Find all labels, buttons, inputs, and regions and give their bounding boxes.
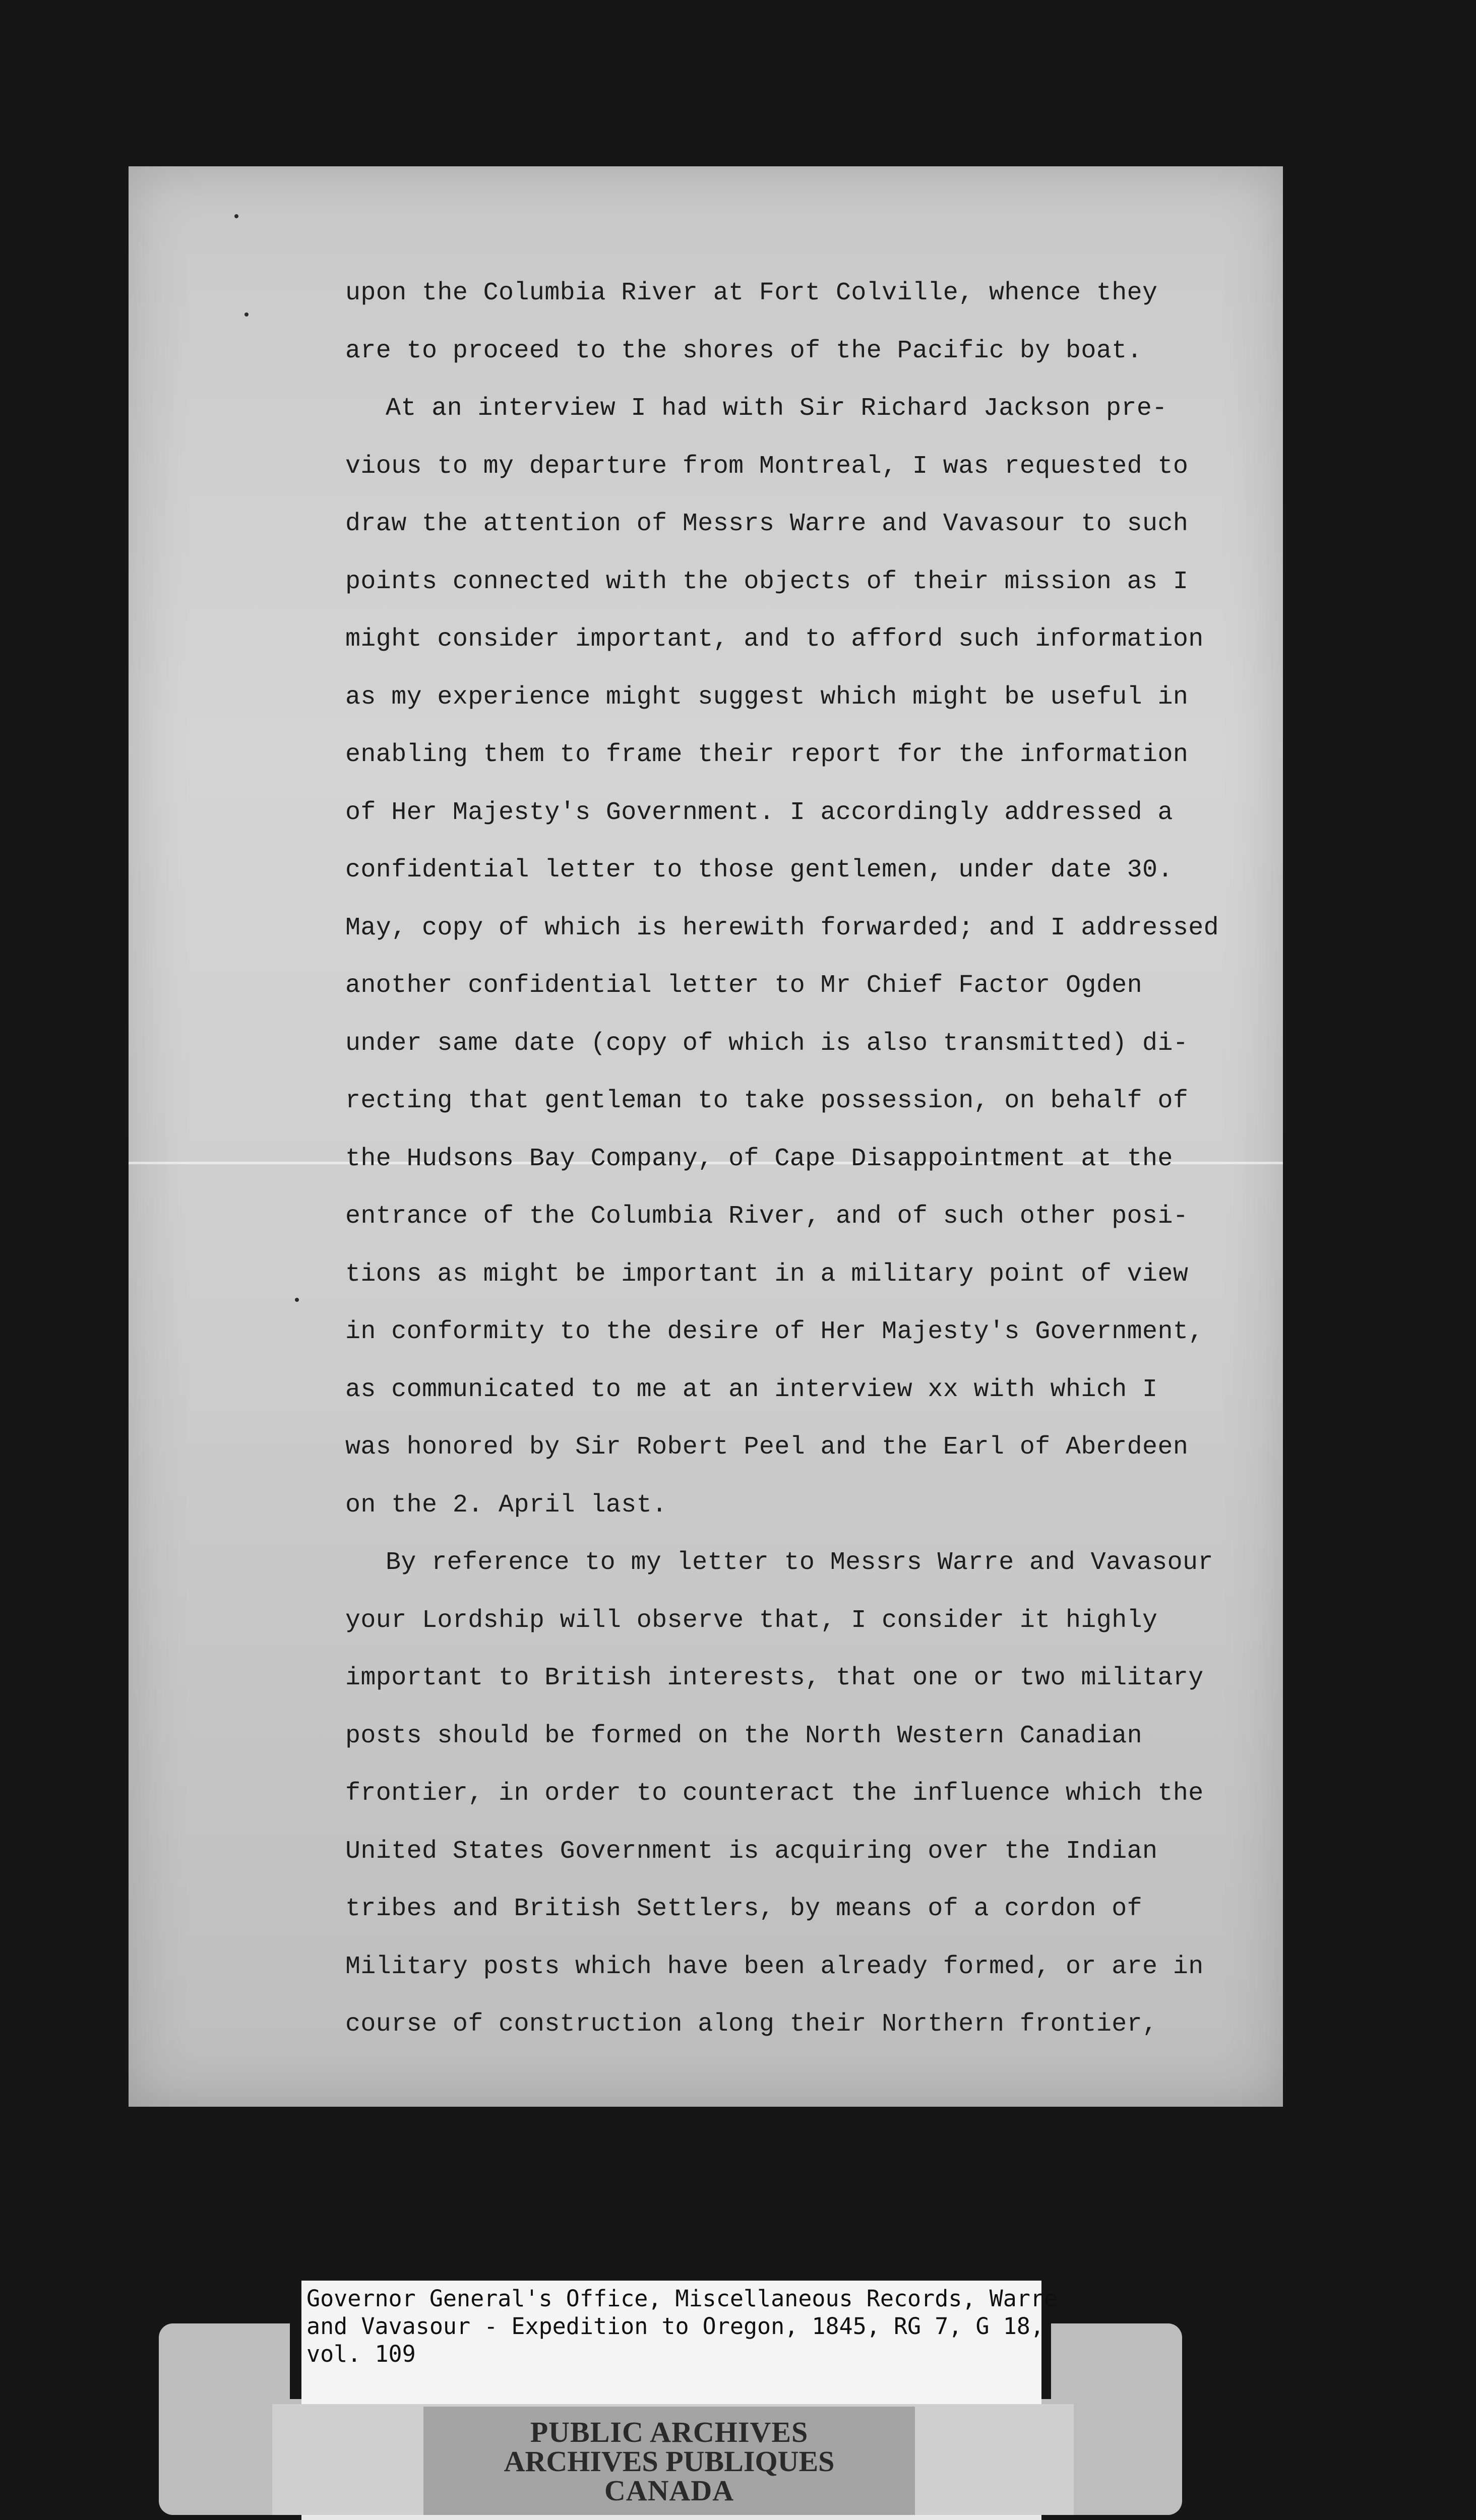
letter-line: as communicated to me at an interview xx with which I (345, 1375, 1158, 1404)
stamp-line-english: PUBLIC ARCHIVES (530, 2416, 809, 2448)
letter-line: vious to my departure from Montreal, I was requested to (345, 452, 1189, 481)
letter-line: upon the Columbia River at Fort Colville, whence they (345, 279, 1158, 307)
letter-line: Military posts which have been already formed, or are in (345, 1952, 1204, 1981)
stamp-line-french: ARCHIVES PUBLIQUES (504, 2445, 835, 2478)
letter-body (345, 265, 1219, 2054)
page-speck (234, 214, 238, 218)
archive-reference-line: Governor General's Office, Miscellaneous Records, Warre (306, 2285, 1058, 2312)
letter-line: posts should be formed on the North Western Canadian (345, 1721, 1143, 1750)
letter-line: another confidential letter to Mr Chief Factor Ogden (345, 971, 1143, 1000)
letter-line: recting that gentleman to take possession, on behalf of (345, 1087, 1189, 1115)
public-archives-stamp (423, 2407, 915, 2515)
letter-line: might consider important, and to afford such information (345, 625, 1204, 654)
archive-reference-text (306, 2285, 1058, 2368)
letter-line: By reference to my letter to Messrs Warre and Vavasour (386, 1548, 1213, 1577)
letter-line: are to proceed to the shores of the Pacific by boat. (345, 336, 1143, 365)
archive-reference-line: vol. 109 (306, 2341, 416, 2367)
letter-line: tribes and British Settlers, by means of a cordon of (345, 1895, 1143, 1923)
page-speck (244, 312, 249, 317)
letter-line: May, copy of which is herewith forwarded; and I addressed (345, 913, 1219, 942)
letter-line: tions as might be important in a military point of view (345, 1259, 1189, 1289)
document-page (129, 166, 1283, 2107)
letter-line: in conformity to the desire of Her Majesty's Government, (345, 1317, 1204, 1346)
letter-line: enabling them to frame their report for the information (345, 740, 1189, 769)
letter-line: your Lordship will observe that, I consider it highly (345, 1606, 1158, 1635)
letter-line: entrance of the Columbia River, and of such other posi- (345, 1202, 1189, 1231)
archive-reference-line: and Vavasour - Expedition to Oregon, 1845, RG 7, G 18, (306, 2313, 1044, 2340)
letter-line: draw the attention of Messrs Warre and Vavasour to such (345, 510, 1189, 538)
letter-line: under same date (copy of which is also transmitted) di- (345, 1029, 1189, 1058)
letter-line: important to British interests, that one or two military (345, 1664, 1204, 1692)
page-speck (295, 1298, 299, 1302)
letter-line: frontier, in order to counteract the influence which the (345, 1779, 1204, 1808)
archive-reference-label (301, 2281, 1058, 2407)
letter-line: At an interview I had with Sir Richard Jackson pre- (386, 394, 1167, 423)
letter-line: of Her Majesty's Government. I accordingly addressed a (345, 798, 1173, 827)
letter-line: confidential letter to those gentlemen, under date 30. (345, 856, 1173, 885)
letter-line: course of construction along their Northern frontier, (345, 2010, 1158, 2039)
letter-line: the Hudsons Bay Company, of Cape Disappointment at the (345, 1144, 1173, 1173)
letter-line: as my experience might suggest which might be useful in (345, 682, 1189, 712)
letter-line: was honored by Sir Robert Peel and the Earl of Aberdeen (345, 1433, 1189, 1462)
stamp-line-country: CANADA (604, 2474, 734, 2507)
letter-line: on the 2. April last. (345, 1490, 667, 1520)
letter-line: United States Government is acquiring over the Indian (345, 1837, 1158, 1866)
letter-line: points connected with the objects of their mission as I (345, 567, 1189, 596)
